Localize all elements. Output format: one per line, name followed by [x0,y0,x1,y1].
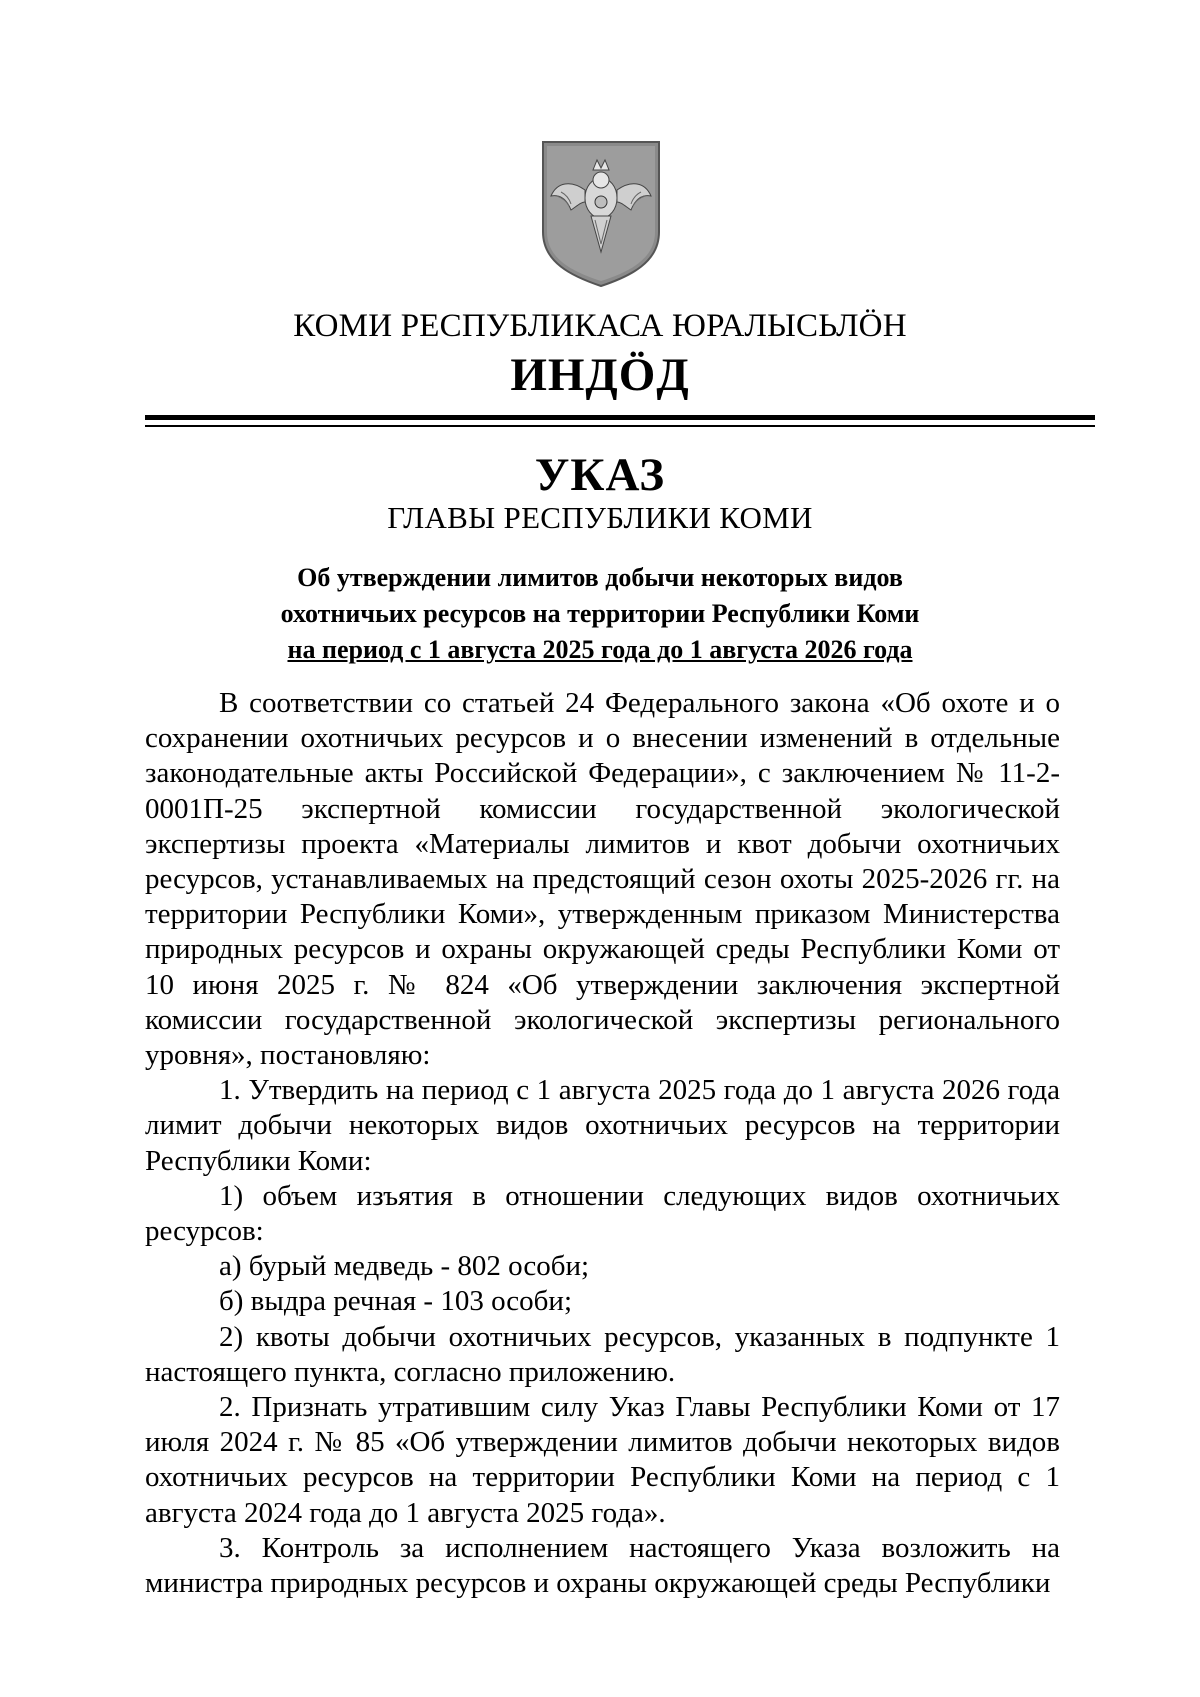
document-type: УКАЗ [534,449,666,501]
coat-of-arms-komi-icon [541,140,661,288]
item-1-paragraph: 1. Утвердить на период с 1 августа 2025 года до 1 августа 2026 года лимит добычи некоторых видов охотничьих ресурсов на территории Республики Коми: [145,1074,1060,1177]
subitem-1-paragraph: 1) объем изъятия в отношении следующих видов охотничьих ресурсов: [145,1179,1060,1248]
header-divider-thick [145,415,1095,420]
title-line-2: охотничьих ресурсов на территории Республики Коми [280,599,920,628]
header-divider-thin [145,425,1095,427]
title-line-3: на период с 1 августа 2025 года до 1 августа 2026 года [287,635,913,664]
item-2-paragraph: 2. Признать утратившим силу Указ Главы Республики Коми от 17 июля 2024 г. № 85 «Об утверждении лимитов добычи некоторых видов охотничьих ресурсов на территории Республики Коми на период с 1 августа 2024 года до 1 августа 2025 года». [145,1391,1060,1529]
document-type-komi: ИНДӦД [510,349,690,401]
subitem-2-paragraph: 2) квоты добычи охотничьих ресурсов, указанных в подпункте 1 настоящего пункта, согласно приложению. [145,1320,1060,1388]
subitem-b-paragraph: б) выдра речная - 103 особи; [219,1285,573,1318]
preamble-paragraph: В соответствии со статьей 24 Федерального закона «Об охоте и о сохранении охотничьих ресурсов и о внесении изменений в отдельные законодательные акты Российской Федерации», с заключением № 11-2-0001П-25 экспертной комиссии государственной экологической экспертизы проекта «Материалы лимитов и квот добычи охотничьих ресурсов, устанавливаемых на предстоящий сезон охоты 2025-2026 гг. на территории Республики Коми», утвержденным приказом Министерства природных ресурсов и охраны окружающей среды Республики Коми от 10 июня 2025 г. № 824 «Об утверждении заключения экспертной комиссии государственной экологической экспертизы регионального уровня», постановляю: [145,687,1060,1072]
title-line-1: Об утверждении лимитов добычи некоторых видов [297,563,903,592]
issuer-line-komi: КОМИ РЕСПУБЛИКАСА ЮРАЛЫСЬЛӦН [293,308,907,344]
issuer-line: ГЛАВЫ РЕСПУБЛИКИ КОМИ [387,500,813,535]
document-body [145,686,1060,1601]
document-title [200,560,1000,668]
subitem-a-paragraph: а) бурый медведь - 802 особи; [219,1250,590,1283]
item-3-paragraph: 3. Контроль за исполнением настоящего Указа возложить на министра природных ресурсов и охраны окружающей среды Республики [145,1531,1060,1600]
